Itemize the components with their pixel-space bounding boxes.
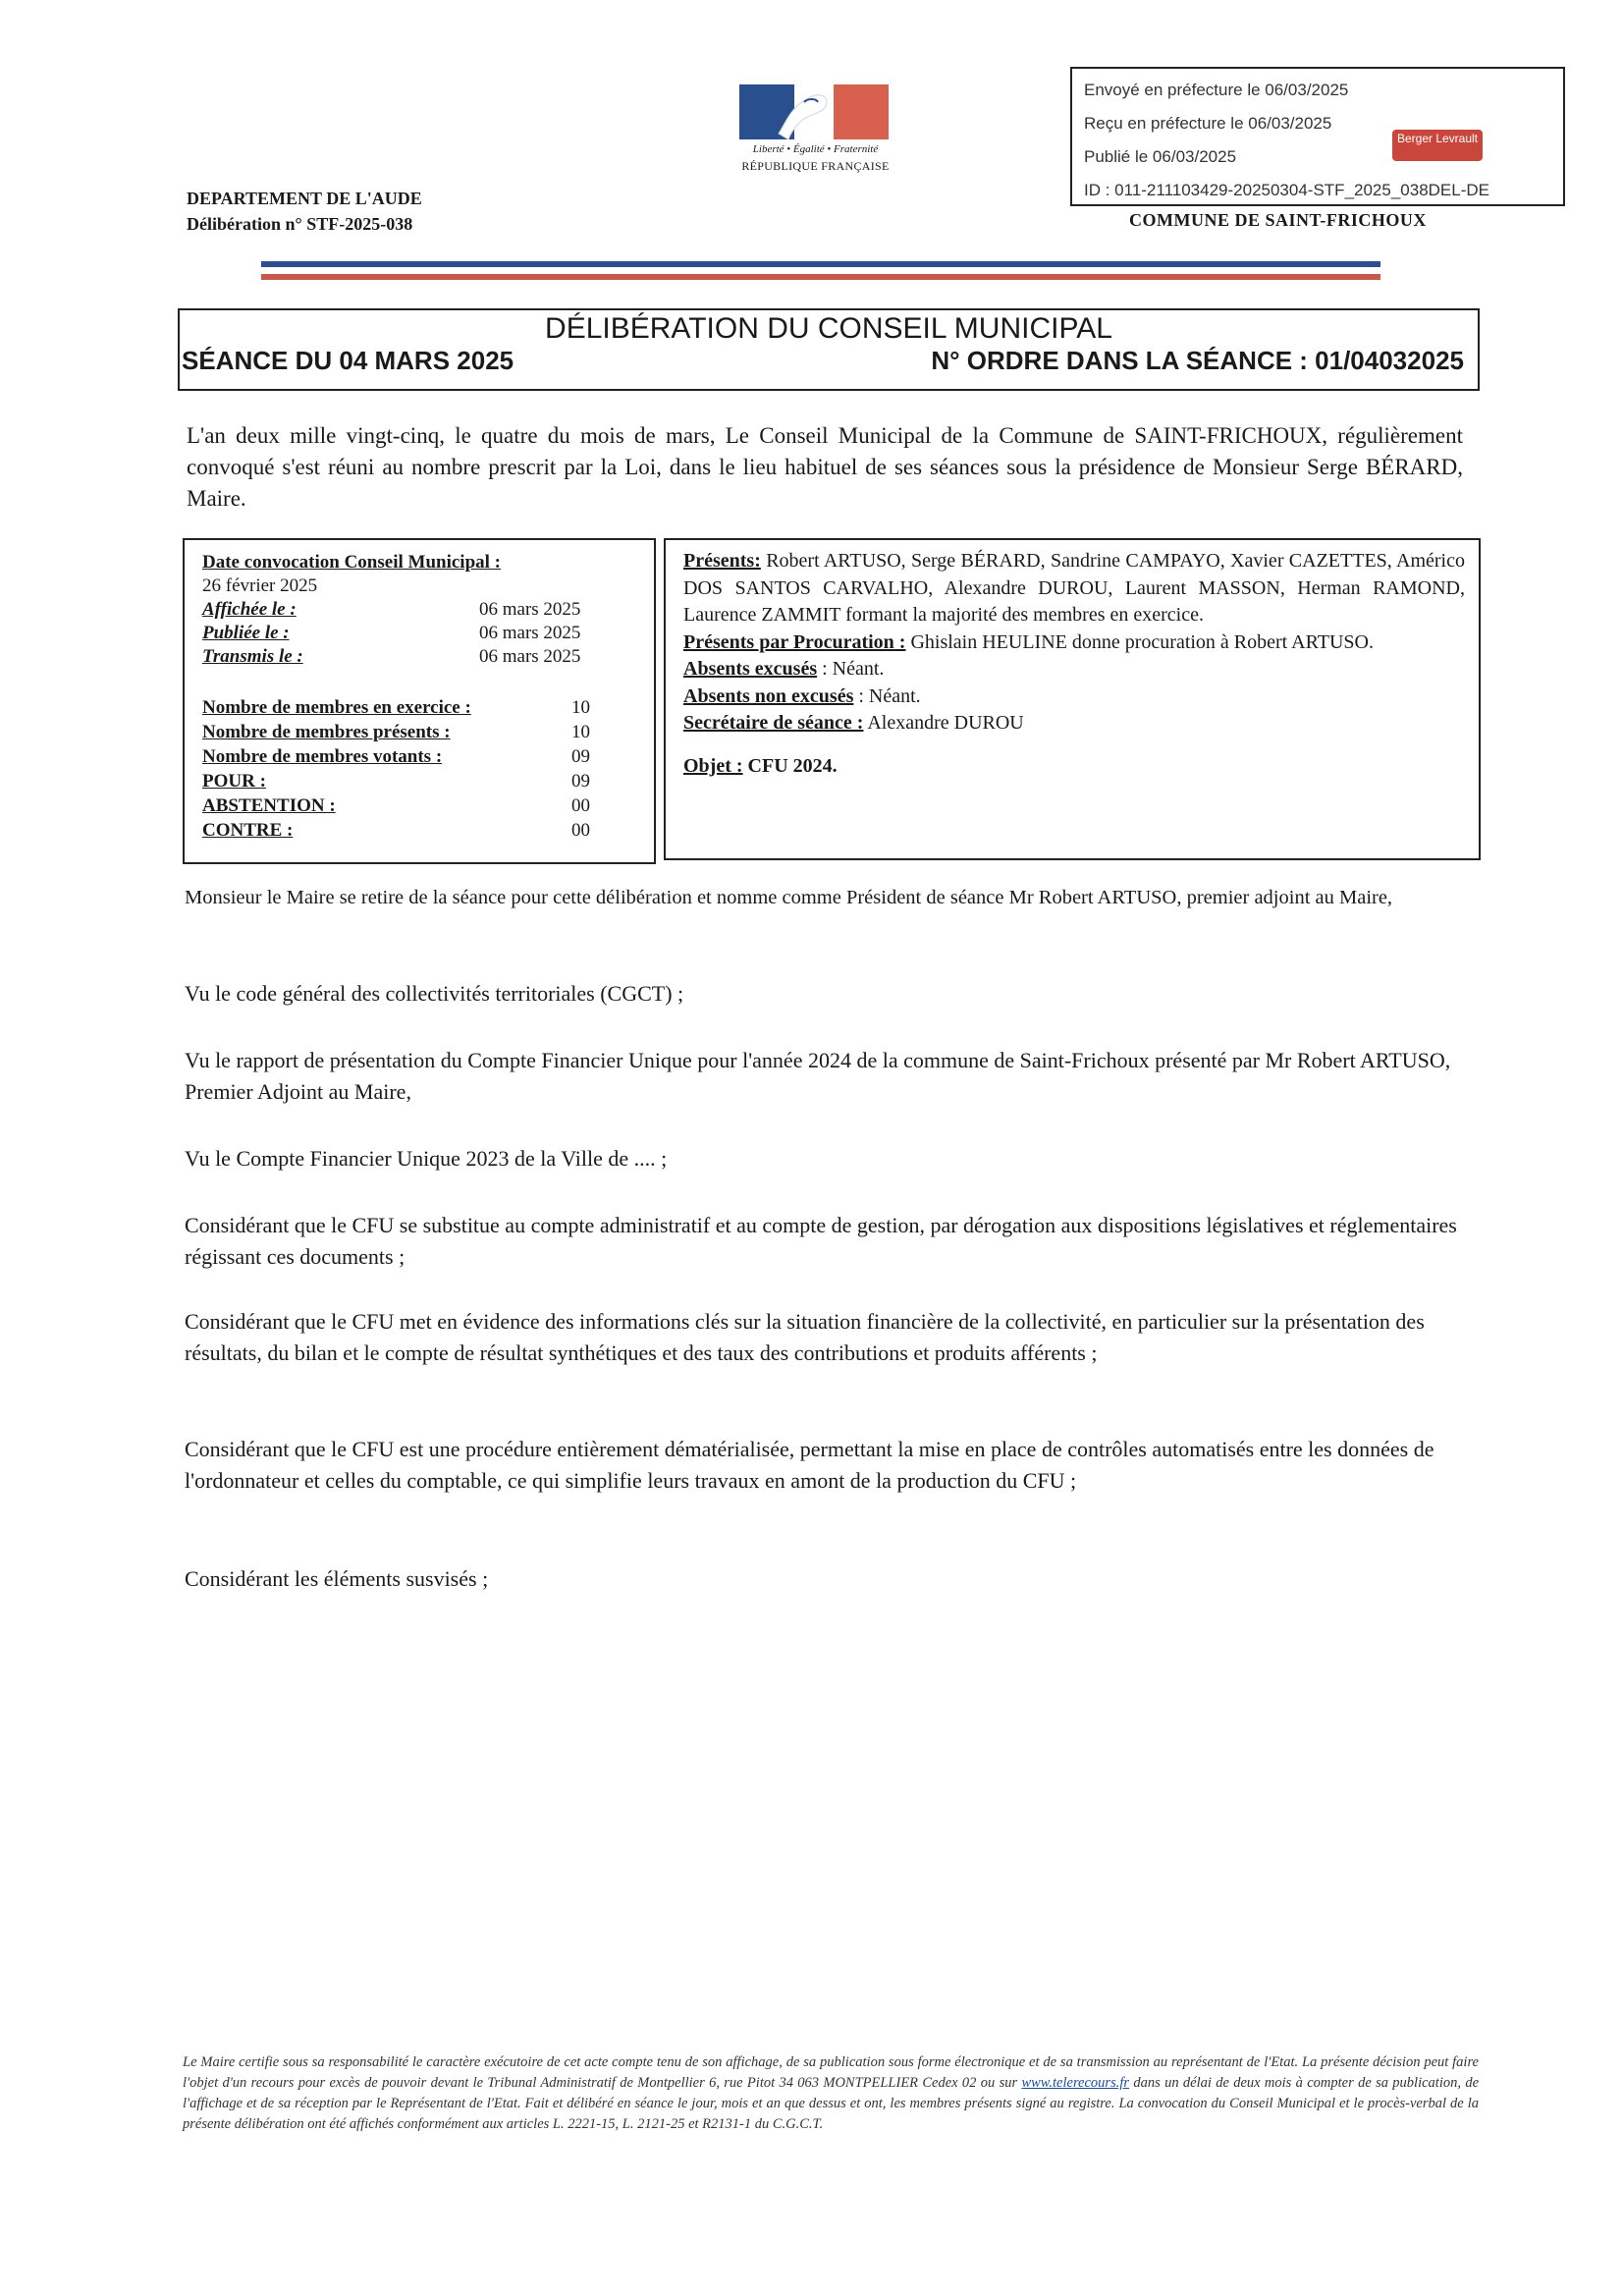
secretaire-text: Alexandre DUROU xyxy=(863,712,1024,734)
affichee-value: 06 mars 2025 xyxy=(479,599,581,620)
convocation-date: 26 février 2025 xyxy=(202,575,318,596)
telerecours-link[interactable]: www.telerecours.fr xyxy=(1021,2075,1130,2091)
secretaire-line xyxy=(683,710,1465,738)
deliberation-number: Délibération n° STF-2025-038 xyxy=(187,214,413,234)
body-paragraph: Vu le rapport de présentation du Compte Financier Unique pour l'année 2024 de la commune de Saint-Frichoux présenté par Mr Robert ARTUSO, Premier Adjoint au Maire, xyxy=(185,1048,1451,1104)
stripe-red xyxy=(261,274,1380,280)
commune-name: COMMUNE DE SAINT-FRICHOUX xyxy=(1129,210,1427,230)
deliberation-title-box xyxy=(178,308,1480,391)
logo-motto: Liberté • Égalité • Fraternité xyxy=(752,143,879,155)
body-paragraph: Monsieur le Maire se retire de la séance pour cette délibération et nomme comme Président de séance Mr Robert ARTUSO, premier adjoint au Maire, xyxy=(185,887,1393,908)
footer-text: Le Maire certifie sous sa responsabilité le caractère exécutoire de cet acte compte tenu de son affichage, de sa publication sous forme électronique et de sa transmission au représentant de l'Etat. La présente décision peut faire l'objet d'un recours pour excès de pouvoir devant le Tribunal Administratif de Montpellier 6, rue Pitot 34 063 MONTPELLIER Cedex 02 ou sur xyxy=(183,2054,1479,2091)
count-label: ABSTENTION : xyxy=(202,795,336,816)
count-value: 00 xyxy=(571,795,590,816)
excuses-text: : Néant. xyxy=(817,658,885,680)
count-value: 09 xyxy=(571,771,590,792)
secretaire-label: Secrétaire de séance : xyxy=(683,712,864,734)
count-value: 10 xyxy=(571,697,590,718)
deliberation-title: DÉLIBÉRATION DU CONSEIL MUNICIPAL xyxy=(545,312,1112,345)
body-paragraph: Considérant que le CFU se substitue au compte administratif et au compte de gestion, par dérogation aux dispositions législatives et réglementaires régissant ces documents ; xyxy=(185,1213,1457,1269)
transmis-value: 06 mars 2025 xyxy=(479,646,581,667)
objet-label: Objet : xyxy=(683,754,743,777)
count-label: Nombre de membres présents : xyxy=(202,722,451,742)
body-paragraph: Considérant que le CFU met en évidence des informations clés sur la situation financière de la collectivité, en particulier sur la présentation des résultats, du bilan et le compte de résultat synthétiques et des taux des contributions et produits afférents ; xyxy=(185,1309,1425,1365)
count-label: POUR : xyxy=(202,771,266,792)
stripe-blue xyxy=(261,261,1380,267)
marianne-logo-icon xyxy=(739,84,889,139)
seance-date: SÉANCE DU 04 MARS 2025 xyxy=(182,346,514,375)
body-paragraph: Considérant les éléments susvisés ; xyxy=(185,1566,489,1591)
objet-line xyxy=(683,753,1465,781)
count-label: Nombre de membres en exercice : xyxy=(202,697,471,718)
stamp-sent: Envoyé en préfecture le 06/03/2025 xyxy=(1084,81,1349,99)
body-paragraph: Considérant que le CFU est une procédure entièrement dématérialisée, permettant la mise en place de contrôles automatisés entre les données de l'ordonnateur et celles du comptable, ce qui simplifie leurs travaux en amont de la production du CFU ; xyxy=(185,1437,1434,1493)
convocation-info-box xyxy=(183,538,656,864)
non-excuses-text: : Néant. xyxy=(853,684,921,707)
affichee-label: Affichée le : xyxy=(202,599,297,620)
legal-footer xyxy=(183,2052,1479,2135)
prefecture-stamp xyxy=(1070,67,1565,206)
count-value: 09 xyxy=(571,746,590,767)
non-excuses-label: Absents non excusés xyxy=(683,684,854,707)
count-value: 00 xyxy=(571,820,590,841)
berger-levrault-badge: Berger Levrault xyxy=(1392,130,1483,161)
stamp-published: Publié le 06/03/2025 xyxy=(1084,147,1237,166)
count-label: CONTRE : xyxy=(202,820,294,841)
transmis-label: Transmis le : xyxy=(202,646,303,667)
presents-paragraph xyxy=(683,548,1465,629)
intro-paragraph: L'an deux mille vingt-cinq, le quatre du mois de mars, Le Conseil Municipal de la Commune de SAINT-FRICHOUX, régulièrement convoqué s'est réuni au nombre prescrit par la Loi, dans le lieu habituel de ses séances sous la présidence de Monsieur Serge BÉRARD, Maire. xyxy=(187,423,1463,511)
non-excuses-line xyxy=(683,683,1465,711)
objet-text: CFU 2024. xyxy=(742,754,838,777)
procuration-paragraph xyxy=(683,629,1465,657)
attendance-box xyxy=(664,538,1481,860)
body-paragraph: Vu le code général des collectivités territoriales (CGCT) ; xyxy=(185,981,684,1006)
body-paragraph: Vu le Compte Financier Unique 2023 de la Ville de .... ; xyxy=(185,1146,668,1171)
publiee-value: 06 mars 2025 xyxy=(479,623,581,643)
excuses-label: Absents excusés xyxy=(683,658,818,680)
count-value: 10 xyxy=(571,722,590,742)
stamp-received: Reçu en préfecture le 06/03/2025 xyxy=(1084,114,1332,133)
presents-text: Robert ARTUSO, Serge BÉRARD, Sandrine CAMPAYO, Xavier CAZETTES, Américo DOS SANTOS CARVALHO, Alexandre DUROU, Laurent MASSON, Herman RAMOND, Laurence ZAMMIT formant la majorité des membres en exercice. xyxy=(683,550,1465,626)
footer-text: dans un délai de deux mois à compter de sa publication, de l'affichage et de sa réception par le Représentant de l'Etat. Fait et délibéré en séance le jour, mois et an que dessus et ont, les membres présents signé au registre. La convocation du Conseil Municipal et le procès-verbal de la présente délibération ont été affichés conformément aux articles L. 2221-15, L. 2121-25 et R2131-1 du C.G.C.T. xyxy=(183,2075,1479,2132)
stamp-id: ID : 011-211103429-20250304-STF_2025_038DEL-DE xyxy=(1084,181,1490,199)
stripe-white xyxy=(261,269,1380,272)
presents-label: Présents: xyxy=(683,550,761,572)
procuration-text: Ghislain HEULINE donne procuration à Robert ARTUSO. xyxy=(905,630,1374,653)
procuration-label: Présents par Procuration : xyxy=(683,630,906,653)
publiee-label: Publiée le : xyxy=(202,623,290,643)
republique-francaise-logo xyxy=(734,84,892,179)
excuses-line xyxy=(683,656,1465,683)
ordre-number: N° ORDRE DANS LA SÉANCE : 01/04032025 xyxy=(931,346,1464,375)
count-label: Nombre de membres votants : xyxy=(202,746,443,767)
department-name: DEPARTEMENT DE L'AUDE xyxy=(187,189,422,208)
convocation-label: Date convocation Conseil Municipal : xyxy=(202,552,501,573)
logo-republic-text: RÉPUBLIQUE FRANÇAISE xyxy=(741,159,890,173)
